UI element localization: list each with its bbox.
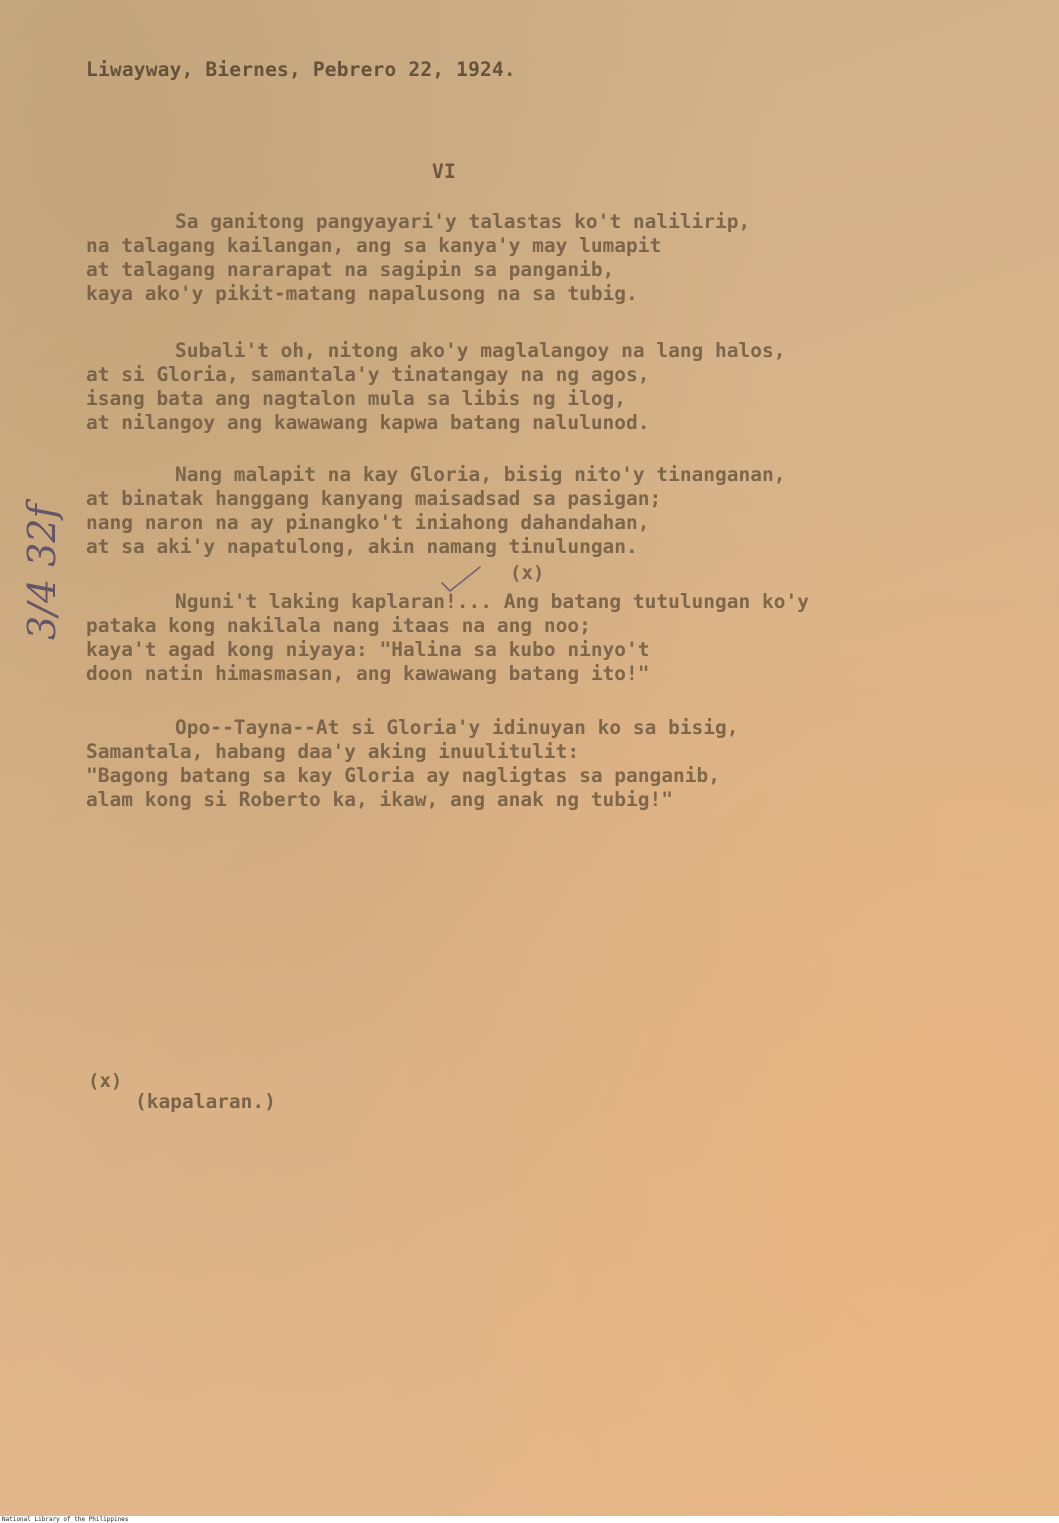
stanza-line: at nilangoy ang kawawang kapwa batang nalulunod. xyxy=(86,411,650,434)
stanza-line: na talagang kailangan, ang sa kanya'y may lumapit xyxy=(86,234,662,257)
stanza-line: kaya't agad kong niyaya: "Halina sa kubo ninyo't xyxy=(86,638,650,661)
stanza-line: at sa aki'y napatulong, akin namang tinulungan. xyxy=(86,535,638,558)
library-credit: National Library of the Philippines xyxy=(2,1516,129,1523)
margin-handwritten-note: 3/4 32f xyxy=(20,504,64,640)
stanza-line: Nang malapit na kay Gloria, bisig nito'y tinanganan, xyxy=(175,463,786,486)
section-number: VI xyxy=(432,160,456,183)
stanza-line: Subali't oh, nitong ako'y maglalangoy na lang halos, xyxy=(175,339,786,362)
stanza-line: Opo--Tayna--At si Gloria'y idinuyan ko sa bisig, xyxy=(175,716,739,739)
stanza-line: isang bata ang nagtalon mula sa libis ng ilog, xyxy=(86,387,627,410)
stanza-1 xyxy=(86,210,1006,306)
footnote-marker: (x) xyxy=(88,1070,123,1092)
stanza-line: nang naron na ay pinangko't iniahong dahandahan, xyxy=(86,511,650,534)
stanza-line: "Bagong batang sa kay Gloria ay nagligtas sa panganib, xyxy=(86,764,720,787)
stanza-line: Samantala, habang daa'y aking inuulitulit: xyxy=(86,740,580,763)
stanza-line: at si Gloria, samantala'y tinatangay na ng agos, xyxy=(86,363,650,386)
stanza-line: Sa ganitong pangyayari'y talastas ko't nalilirip, xyxy=(175,210,751,233)
stanza-line: kaya ako'y pikit-matang napalusong na sa tubig. xyxy=(86,282,638,305)
stanza-line: alam kong si Roberto ka, ikaw, ang anak ng tubig!" xyxy=(86,788,673,811)
stanza-line: at talagang nararapat na sagipin sa panganib, xyxy=(86,258,615,281)
stanza-4 xyxy=(86,590,1006,686)
stanza-3 xyxy=(86,463,1006,559)
stanza-line: doon natin himasmasan, ang kawawang batang ito!" xyxy=(86,662,650,685)
dateline: Liwayway, Biernes, Pebrero 22, 1924. xyxy=(86,58,516,81)
stanza-2 xyxy=(86,339,1006,435)
footnote-text: (kapalaran.) xyxy=(135,1090,276,1113)
stanza-line: pataka kong nakilala nang itaas na ang noo; xyxy=(86,614,591,637)
stanza-line: at binatak hanggang kanyang maisadsad sa pasigan; xyxy=(86,487,662,510)
stanza-line: Nguni't laking kaplaran!... Ang batang tutulungan ko'y xyxy=(175,590,809,613)
stanza-5 xyxy=(86,716,1006,812)
footnote-marker-inline: (x) xyxy=(510,562,545,584)
